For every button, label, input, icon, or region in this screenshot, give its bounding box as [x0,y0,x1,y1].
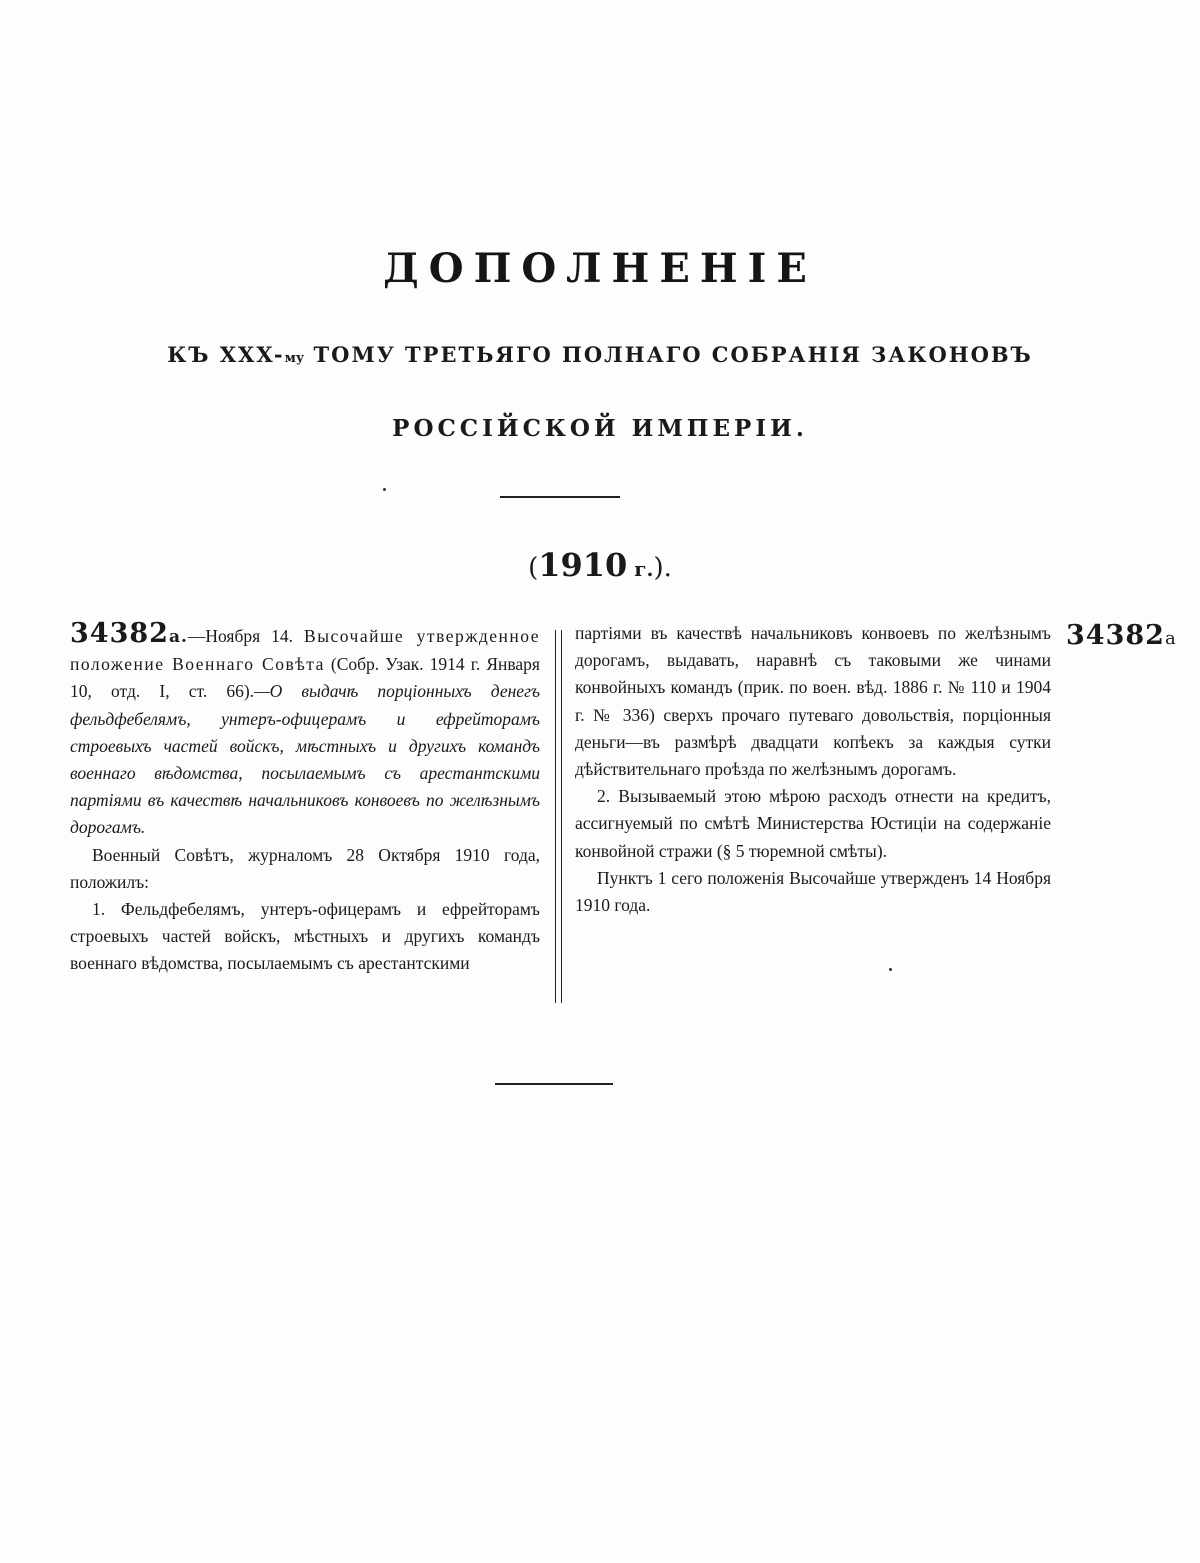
left-column [70,620,540,978]
subtitle-ordinal: му [284,351,305,366]
margin-law-number [1066,620,1177,651]
subtitle-rest: ТОМУ ТРЕТЬЯГО ПОЛНАГО СОБРАНІЯ ЗАКОНОВЪ [304,342,1033,367]
collection-subtitle [0,342,1200,367]
law-date: —Ноября 14. [187,626,305,646]
year-close-paren: ). [653,553,672,583]
print-speck [889,968,892,971]
law-approval: Высочайше утвержденное положение Военнаго Совѣта [70,626,540,675]
point-1-continued: партіями въ качествѣ начальниковъ конвоевъ по желѣзнымъ дорогамъ, выдавать, наравнѣ съ таковыми же чинами конвойныхъ командъ (прик. по воен. вѣд. 1886 г. № 110 и 1904 г. № 336) сверхъ прочаго путеваго довольствія, порціонныя деньги—въ размѣрѣ двадцати копѣекъ за каждыя сутки дѣйствительнаго проѣзда по желѣзнымъ дорогамъ. [575,623,1051,780]
law-intro [70,620,540,842]
year-number: 1910 [538,546,628,584]
point-2: 2. Вызываемый этою мѣрою расходъ отнести на кредитъ, ассигнуемый по смѣтѣ Министерства Юстиціи на содержаніе конвойной стражи (§ 5 тюремной смѣты). [575,786,1051,861]
law-summary: —О выдачѣ порціонныхъ денегъ фельдфебелямъ, унтеръ-офицерамъ и ефрейторамъ строевыхъ частей войскъ, мѣстныхъ и другихъ командъ военнаго вѣдомства, посылаемымъ съ арестантскими партіями въ качествѣ начальниковъ конвоевъ по желѣзнымъ дорогамъ. [70,681,540,838]
column-divider [555,630,562,1003]
margin-suffix: а [1164,628,1177,649]
year-heading [0,546,1200,584]
divider-rule-top [500,496,620,498]
point-1-start: 1. Фельдфебелямъ, унтеръ-офицерамъ и ефрейторамъ строевыхъ частей войскъ, мѣстныхъ и другихъ командъ военнаго вѣдомства, посылаемымъ съ арестантскими [70,899,540,974]
print-speck [383,488,386,491]
divider-rule-bottom [495,1083,613,1085]
right-column [575,620,1051,919]
year-open-paren: ( [528,553,539,583]
margin-number: 34382 [1066,620,1165,651]
empire-subtitle: РОССІЙСКОЙ ИМПЕРІИ. [392,415,808,442]
subtitle-prefix: КЪ XXX- [167,342,285,367]
council-decision: Военный Совѣтъ, журналомъ 28 Октября 1910 года, положилъ: [70,844,540,892]
closing-note: Пунктъ 1 сего положенія Высочайше утвержденъ 14 Ноября 1910 года. [575,867,1051,916]
law-reference: (Собр. Узак. 1914 г. Января 10, отд. I, ст. 66). [70,654,540,702]
law-number: 34382 [70,618,169,649]
law-number-suffix: а. [168,627,188,647]
year-suffix: г. [627,557,654,581]
page-title: ДОПОЛНЕНІЕ [383,245,817,292]
